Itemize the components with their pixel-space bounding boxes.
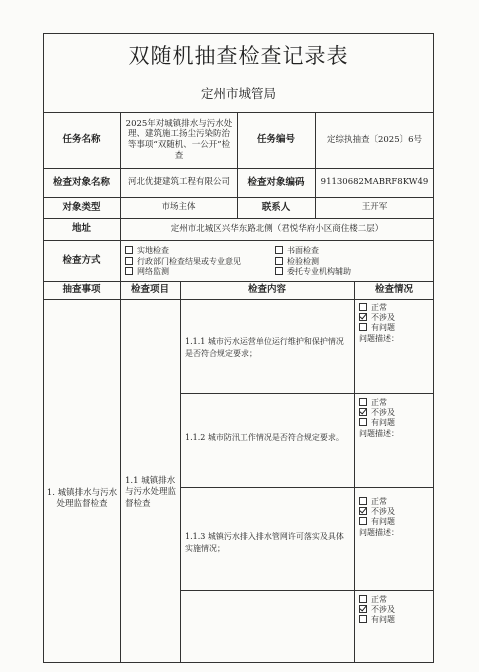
header-content: 检查内容 — [247, 284, 286, 296]
checkbox-icon — [359, 418, 367, 426]
target-name-value: 河北优捷建筑工程有限公司 — [127, 177, 230, 188]
status-option[interactable]: 有问题 — [359, 418, 399, 428]
status-row-4 — [359, 595, 395, 626]
checkbox-icon — [359, 517, 367, 525]
inspection-matter: 1. 城镇排水与污水处理监督检查 — [46, 487, 118, 509]
checkbox-icon — [125, 267, 133, 275]
checkbox-icon — [275, 246, 283, 254]
task-name-label: 任务名称 — [62, 134, 101, 146]
status-option[interactable]: 有问题 — [359, 323, 399, 333]
status-option[interactable]: 正常 — [359, 497, 399, 507]
method-option[interactable]: 网络监测 — [125, 267, 241, 278]
inspection-content-3: 1.1.3 城镇污水排入排水管网许可落实及具体实施情况； — [185, 532, 344, 553]
status-option[interactable]: 有问题 — [359, 517, 399, 527]
header-item: 检查项目 — [130, 284, 169, 296]
method-label: 检查方式 — [62, 254, 101, 266]
address-label: 地址 — [71, 223, 91, 235]
target-code-value: 91130682MABRF8KW49 — [320, 177, 429, 188]
task-number-label: 任务编号 — [256, 134, 295, 146]
status-option[interactable]: 不涉及 — [359, 605, 395, 615]
checkbox-icon — [359, 398, 367, 406]
status-option[interactable]: 有问题 — [359, 615, 395, 625]
document-title: 双随机抽查检查记录表 — [128, 44, 349, 68]
checked-checkbox-icon — [359, 507, 367, 515]
checkbox-icon — [359, 497, 367, 505]
status-row-3 — [359, 497, 399, 538]
checkbox-icon — [359, 303, 367, 311]
task-number-value: 定综执抽查〔2025〕6号 — [326, 134, 423, 145]
target-type-label: 对象类型 — [62, 201, 101, 213]
checked-checkbox-icon — [359, 408, 367, 416]
target-name-label: 检查对象名称 — [52, 176, 110, 188]
status-row-2 — [359, 398, 399, 439]
inspection-item: 1.1 城镇排水与污水处理监督检查 — [125, 476, 177, 509]
method-option[interactable]: 行政部门检查结果或专业意见 — [125, 257, 241, 268]
checkbox-icon — [275, 267, 283, 275]
contact-value: 王开军 — [361, 202, 388, 213]
checkbox-icon — [359, 595, 367, 603]
problem-description-label: 问题描述： — [359, 428, 399, 438]
status-option[interactable]: 不涉及 — [359, 408, 399, 418]
problem-description-label: 问题描述： — [359, 333, 399, 343]
checkbox-icon — [125, 257, 133, 265]
address-value: 定州市北城区兴华东路北侧（君悦华府小区商住楼二层） — [170, 223, 384, 234]
status-option[interactable]: 正常 — [359, 595, 395, 605]
task-name-value: 2025年对城镇排水与污水处理、建筑施工扬尘污染防治等事项“双随机、一公开”检查 — [125, 118, 233, 161]
checkbox-icon — [359, 323, 367, 331]
organization-name: 定州市城管局 — [200, 86, 276, 101]
status-option[interactable]: 不涉及 — [359, 313, 399, 323]
header-matter: 抽查事项 — [62, 284, 101, 296]
method-option[interactable]: 委托专业机构辅助 — [275, 267, 351, 278]
checkbox-icon — [125, 246, 133, 254]
target-code-label: 检查对象编码 — [247, 176, 305, 188]
target-type-value: 市场主体 — [161, 202, 196, 213]
checkbox-icon — [275, 257, 283, 265]
checkbox-icon — [359, 615, 367, 623]
status-option[interactable]: 正常 — [359, 303, 399, 313]
status-row-1 — [359, 303, 399, 344]
method-option[interactable]: 实地检查 — [125, 246, 241, 257]
inspection-content-2: 1.1.2 城市防汛工作情况是否符合规定要求。 — [185, 433, 344, 442]
method-option[interactable]: 检验检测 — [275, 257, 351, 268]
inspection-content-1: 1.1.1 城市污水运营单位运行维护和保护情况是否符合规定要求； — [185, 337, 344, 358]
checked-checkbox-icon — [359, 605, 367, 613]
problem-description-label: 问题描述： — [359, 527, 399, 537]
method-option[interactable]: 书面检查 — [275, 246, 351, 257]
status-option[interactable]: 不涉及 — [359, 507, 399, 517]
status-option[interactable]: 正常 — [359, 398, 399, 408]
contact-label: 联系人 — [261, 201, 291, 213]
header-status: 检查情况 — [374, 284, 413, 296]
checked-checkbox-icon — [359, 313, 367, 321]
